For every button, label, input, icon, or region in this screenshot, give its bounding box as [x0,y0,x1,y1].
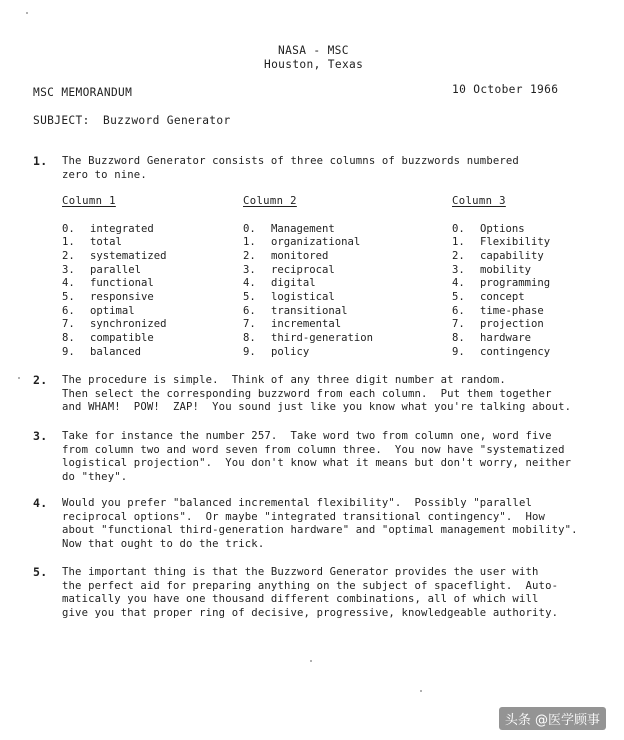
column-2-list [243,223,373,360]
column-2 [243,195,373,359]
item-word: Options [480,222,525,235]
item-number: 4. [452,277,465,290]
item-number: 7. [62,318,75,331]
item-number: 9. [452,345,465,358]
item-word: Flexibility [480,236,551,249]
list-item [62,277,167,291]
paragraph-line: about "functional third-generation hardware" and "optimal management mobility". [62,524,578,537]
item-number: 4. [243,277,256,290]
list-item [243,291,373,305]
paragraph-1 [62,155,614,182]
paragraph-line: do "they". [62,471,128,484]
scan-speck [310,660,312,662]
list-item [62,250,167,264]
column-1-list [62,223,167,360]
paragraph-3 [62,430,614,485]
list-item [243,250,373,264]
item-word: contingency [480,345,551,358]
paragraph-2 [62,374,614,415]
item-word: time-phase [480,304,544,317]
location: Houston, Texas [264,58,364,71]
list-item [62,305,167,319]
item-number: 3. [62,263,75,276]
list-item [62,236,167,250]
list-item [243,277,373,291]
item-word: capability [480,249,544,262]
item-word: responsive [90,291,154,304]
item-word: digital [271,277,316,290]
paragraph-4 [62,497,614,552]
paragraph-number-2: 2. [33,373,48,387]
memo-label: MSC MEMORANDUM [33,86,133,99]
item-number: 5. [243,291,256,304]
list-item [452,346,550,360]
list-item [243,305,373,319]
org-name: NASA - MSC [278,44,349,57]
paragraph-line: matically you have one thousand different combinations, all of which will [62,593,539,606]
item-number: 9. [62,345,75,358]
item-number: 0. [243,222,256,235]
list-item [62,318,167,332]
item-word: reciprocal [271,263,335,276]
item-word: logistical [271,291,335,304]
item-number: 8. [452,332,465,345]
paragraph-number-5: 5. [33,565,48,579]
item-word: transitional [271,304,348,317]
item-word: synchronized [90,318,167,331]
item-word: systematized [90,249,167,262]
list-item [62,346,167,360]
list-item [452,264,550,278]
paragraph-line: The Buzzword Generator consists of three columns of buzzwords numbered [62,155,519,167]
paragraph-line: zero to nine. [62,168,147,181]
paragraph-line: Then select the corresponding buzzword from each column. Put them together [62,387,552,400]
item-number: 9. [243,345,256,358]
item-number: 1. [243,236,256,249]
paragraph-line: Take for instance the number 257. Take word two from column one, word five [62,430,552,442]
item-word: third-generation [271,332,374,345]
paragraph-line: reciprocal options". Or maybe "integrated transitional contingency". How [62,510,546,523]
item-number: 4. [62,277,75,290]
item-number: 1. [452,236,465,249]
item-word: parallel [90,263,142,276]
paragraph-line: logistical projection". You don't know what it means but don't worry, neither [62,457,572,470]
item-word: organizational [271,236,361,249]
column-2-title: Column 2 [243,195,297,207]
paragraph-line: give you that proper ring of decisive, progressive, knowledgeable authority. [62,607,559,620]
list-item [452,223,550,237]
item-word: functional [90,277,154,290]
column-3-title: Column 3 [452,195,506,207]
scan-speck [26,12,28,14]
list-item [452,277,550,291]
list-item [243,264,373,278]
item-word: projection [480,318,544,331]
list-item [243,223,373,237]
list-item [452,291,550,305]
item-word: optimal [90,304,135,317]
list-item [452,318,550,332]
item-number: 3. [452,263,465,276]
item-word: hardware [480,332,532,345]
paragraph-line: and WHAM! POW! ZAP! You sound just like you know what you're talking about. [62,401,572,414]
item-number: 1. [62,236,75,249]
paragraph-line: The procedure is simple. Think of any three digit number at random. [62,374,506,386]
column-1 [62,195,167,359]
item-number: 5. [452,291,465,304]
column-3 [452,195,550,359]
item-word: mobility [480,263,532,276]
item-word: concept [480,291,525,304]
item-word: integrated [90,222,154,235]
paragraph-number-4: 4. [33,496,48,510]
item-number: 6. [452,304,465,317]
item-number: 8. [243,332,256,345]
item-number: 7. [452,318,465,331]
item-number: 0. [62,222,75,235]
list-item [62,332,167,346]
list-item [452,305,550,319]
list-item [452,236,550,250]
column-3-list [452,223,550,360]
scan-speck [18,377,20,379]
item-number: 3. [243,263,256,276]
list-item [243,236,373,250]
memo-date: 10 October 1966 [452,83,559,96]
item-number: 8. [62,332,75,345]
item-word: balanced [90,345,142,358]
item-number: 2. [243,249,256,262]
item-word: compatible [90,332,154,345]
paragraph-line: from column two and word seven from column three. You now have "systematized [62,443,565,456]
item-number: 6. [243,304,256,317]
item-word: Management [271,222,335,235]
subject-label: SUBJECT: [33,114,90,127]
list-item [62,264,167,278]
list-item [243,318,373,332]
paragraph-line: the perfect aid for preparing anything on the subject of spaceflight. Auto- [62,579,559,592]
item-word: total [90,236,122,249]
item-number: 6. [62,304,75,317]
paragraph-5 [62,566,614,621]
item-number: 2. [452,249,465,262]
item-number: 7. [243,318,256,331]
list-item [452,332,550,346]
column-1-title: Column 1 [62,195,116,207]
list-item [243,332,373,346]
item-number: 2. [62,249,75,262]
paragraph-line: Would you prefer "balanced incremental flexibility". Possibly "parallel [62,497,533,509]
scan-speck [420,690,422,692]
item-number: 5. [62,291,75,304]
paragraph-line: Now that ought to do the trick. [62,538,265,551]
subject-value: Buzzword Generator [103,114,231,127]
item-word: monitored [271,249,329,262]
paragraph-number-1: 1. [33,154,48,168]
item-number: 0. [452,222,465,235]
item-word: incremental [271,318,342,331]
paragraph-number-3: 3. [33,429,48,443]
item-word: policy [271,345,310,358]
item-word: programming [480,277,551,290]
list-item [243,346,373,360]
watermark: 头条 @医学顾事 [499,707,606,730]
list-item [452,250,550,264]
list-item [62,223,167,237]
list-item [62,291,167,305]
paragraph-line: The important thing is that the Buzzword Generator provides the user with [62,566,539,578]
